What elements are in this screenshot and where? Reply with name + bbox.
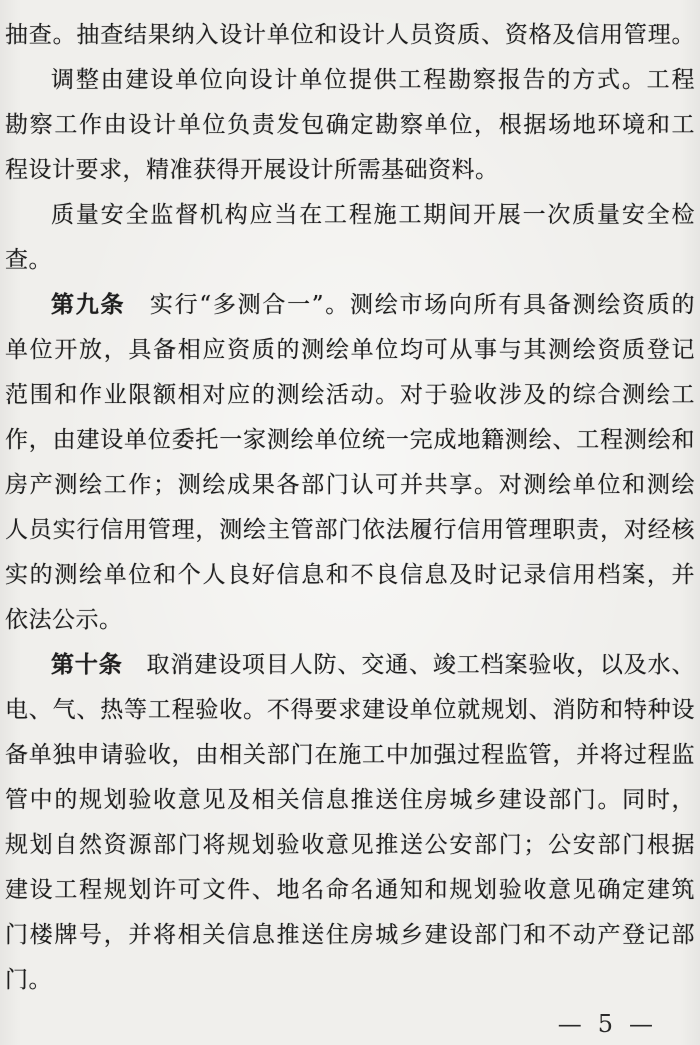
page-footer — [5, 1010, 695, 1038]
line-text: 房产测绘工作；测绘成果各部门认可并共享。对测绘单位和测绘 — [5, 472, 695, 498]
footer-dash-left: — — [557, 1010, 582, 1038]
text-line — [5, 958, 695, 1003]
text-line — [5, 328, 695, 373]
line-text: 门楼牌号，并将相关信息推送住房城乡建设部门和不动产登记部 — [5, 922, 695, 948]
line-text: 管中的规划验收意见及相关信息推送住房城乡建设部门。同时， — [5, 787, 695, 813]
text-line-article-10 — [5, 643, 695, 688]
text-line — [5, 688, 695, 733]
line-text: 门。 — [5, 967, 52, 993]
text-line — [5, 778, 695, 823]
text-line — [5, 103, 695, 148]
line-text: 备单独申请验收，由相关部门在施工中加强过程监管，并将过程监 — [5, 742, 695, 768]
text-line — [5, 598, 695, 643]
line-text: 人员实行信用管理，测绘主管部门依法履行信用管理职责，对经核 — [5, 517, 695, 543]
line-text: 范围和作业限额相对应的测绘活动。对于验收涉及的综合测绘工 — [5, 382, 695, 408]
line-text: 电、气、热等工程验收。不得要求建设单位就规划、消防和特种设 — [5, 697, 695, 723]
text-line — [5, 553, 695, 598]
text-line-article-9 — [5, 283, 695, 328]
footer-dash-right: — — [629, 1010, 653, 1038]
text-line — [5, 823, 695, 868]
line-text: 程设计要求，精准获得开展设计所需基础资料。 — [5, 157, 499, 183]
text-line — [5, 13, 695, 58]
article-number: 第九条 — [51, 292, 126, 318]
line-text: 取消建设项目人防、交通、竣工档案验收，以及水、 — [122, 652, 696, 678]
text-line — [5, 373, 695, 418]
line-text: 单位开放，具备相应资质的测绘单位均可从事与其测绘资质登记 — [5, 337, 695, 363]
line-text: 依法公示。 — [5, 607, 123, 633]
text-line — [5, 238, 695, 283]
line-text: 查。 — [5, 247, 52, 273]
line-text: 作，由建设单位委托一家测绘单位统一完成地籍测绘、工程测绘和 — [5, 427, 695, 453]
line-text: 勘察工作由设计单位负责发包确定勘察单位，根据场地环境和工 — [5, 112, 695, 138]
article-number: 第十条 — [51, 652, 123, 678]
text-line — [5, 913, 695, 958]
text-line — [5, 148, 695, 193]
text-line — [5, 868, 695, 913]
text-line — [5, 58, 695, 103]
text-line — [5, 733, 695, 778]
line-text: 规划自然资源部门将规划验收意见推送公安部门；公安部门根据 — [5, 832, 695, 858]
line-text: 实行“多测合一”。测绘市场向所有具备测绘资质的 — [125, 292, 695, 318]
text-line — [5, 193, 695, 238]
text-line — [5, 418, 695, 463]
page-number: 5 — [597, 1010, 613, 1038]
line-text: 实的测绘单位和个人良好信息和不良信息及时记录信用档案，并 — [5, 562, 695, 588]
line-text: 建设工程规划许可文件、地名命名通知和规划验收意见确定建筑 — [5, 877, 695, 903]
line-text: 调整由建设单位向设计单位提供工程勘察报告的方式。工程 — [51, 67, 695, 93]
text-line — [5, 463, 695, 508]
text-line — [5, 508, 695, 553]
line-text: 抽查。抽查结果纳入设计单位和设计人员资质、资格及信用管理。 — [5, 22, 695, 48]
line-text: 质量安全监督机构应当在工程施工期间开展一次质量安全检 — [51, 202, 695, 228]
